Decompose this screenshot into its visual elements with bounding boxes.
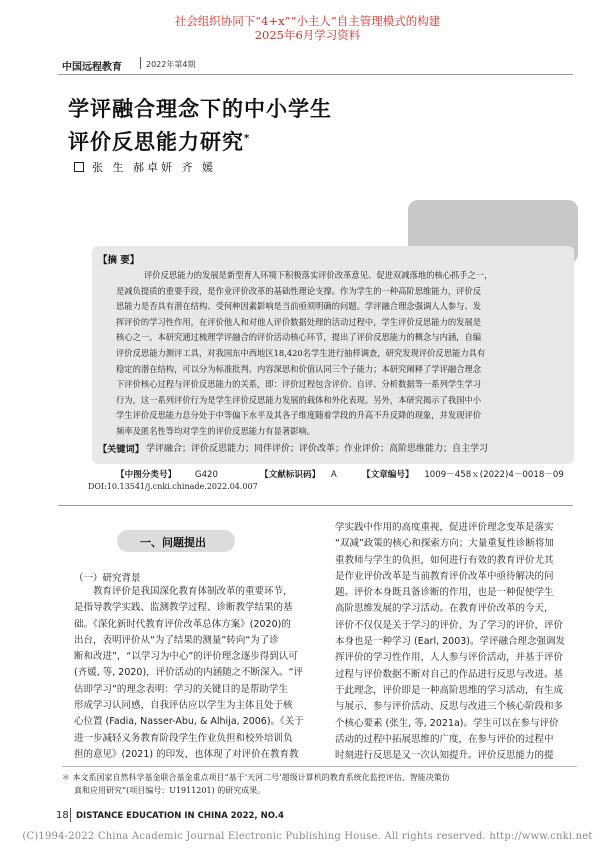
doi: DOI:10.13541/j.cnki.chinade.2022.04.007	[88, 482, 258, 491]
page-number: 18	[56, 810, 69, 821]
body-line: 于此理念，评价即是一种高阶思维的学习活动，有生成	[335, 684, 564, 696]
article-number	[362, 468, 564, 480]
footer-divider	[70, 808, 71, 822]
journal-name: 中国远程教育	[62, 62, 122, 73]
abstract-line: 学生评价反思能力总分处于中等偏下水平及其各子维度随着学段的升高不升反降的现象，并发现评价	[116, 410, 482, 421]
keywords-label: 【关键词】	[98, 444, 144, 455]
body-line: “双减”政策的核心和探索方向；大量重复性诊断将加	[335, 538, 554, 550]
body-right-column	[335, 520, 575, 764]
abstract-line: 核心之一。本研究通过梳理学评融合的评价活动核心环节，提出了评价反思能力的概念与内涵，自编	[116, 332, 482, 343]
header-rule	[58, 74, 573, 75]
abstract-line: 下评价核心过程与评价反思能力的关系，即：评价过程包含评价、自评、分析数据等一系列学生学习	[116, 379, 482, 390]
header-divider	[140, 57, 141, 69]
authors: 张 生 郝卓妍 齐 媛	[92, 161, 216, 174]
abstract-line: 行为，这一系列评价行为是学生评价反思能力发展的载体和外化表现。另外，本研究揭示了我国中小	[116, 394, 482, 405]
body-line: 是作业评价改革是当前教育评价改革中亟待解决的问	[335, 570, 554, 582]
footnote-rule	[62, 766, 577, 767]
abstract-label: 【摘 要】	[98, 255, 140, 266]
body-line: 础。《深化新时代教育评价改革总体方案》(2020)的	[74, 618, 291, 630]
footnote-line-1: ＊ 本文系国家自然科学基金联合基金重点项目“基于‘天河二号’超级计算机的教育系统化监控评估、智能决策仿	[62, 773, 450, 782]
keywords-text: 学评融合；评价反思能力；同伴评价；评价改革；作业评价；高阶思维能力；自主学习	[146, 444, 489, 454]
abstract-line: 思能力是否具有潜在结构、受何种因素影响是当前亟须明确的问题。学评融合理念强调人人参与、发	[116, 301, 482, 312]
body-line: 时刻进行反思是又一次认知提升。评价反思能力的提	[335, 750, 554, 762]
body-line: 估即学习”的理念表明：学习的关键目的是帮助学生	[74, 683, 288, 695]
cls-label: 【中图分类号】	[116, 470, 177, 480]
footnote-line-2: 真和应用研究”(项目编号：U1911201) 的研究成果。	[74, 786, 266, 795]
body-line: 断和改进”，“以学习为中心”的评价理念逐步得到认可	[74, 651, 298, 663]
body-line: 进一步减轻义务教育阶段学生作业负担和校外培训负	[74, 732, 293, 744]
article-title-line-1: 学评融合理念下的中小学生	[68, 97, 332, 121]
body-line: 本身也是一种学习 (Earl, 2003)。学评融合理念强调发	[335, 636, 566, 648]
body-line: 学实践中作用的高度重视，促进评价理念变革是落实	[335, 522, 554, 533]
art-label: 【文章编号】	[362, 470, 414, 480]
section-heading: 一、问题提出	[140, 536, 206, 549]
classification-number	[116, 468, 218, 480]
body-left-column	[74, 584, 320, 763]
body-line: (齐媛, 等, 2020)，评价活动的内涵随之不断深入。“评	[74, 667, 304, 679]
body-line: 活动的过程中拓展思维的广度，在参与评价的过程中	[335, 733, 554, 745]
doc-value: A	[330, 470, 337, 480]
doc-label: 【文献标识码】	[260, 470, 321, 480]
body-line: 个核心要素 (张生, 等, 2021a)。学生可以在参与评价	[335, 717, 559, 729]
body-line: 与展示、参与评价活动、反思与改进三个核心阶段和多	[335, 701, 564, 713]
footer-journal: DISTANCE EDUCATION IN CHINA 2022, NO.4	[76, 811, 284, 821]
body-line: 形成学习认同感，自我评估应以学生为主体且处于核	[74, 700, 293, 712]
abstract-line: 挥评价的学习性作用，在评价他人和对他人评价数据处理的活动过程中，学生评价反思能力的发展是	[116, 316, 482, 327]
body-line: 心位置 (Fadia, Nasser-Abu, & Alhija, 2006)。《关于	[74, 716, 304, 728]
article-title-text: 评价反思能力研究	[68, 130, 244, 154]
title-footnote-mark: *	[244, 133, 251, 144]
body-line: 挥评价的学习性作用，人人参与评价活动，并基于评价	[335, 652, 564, 664]
body-line: 是指导教学实践、监测教学过程、诊断教学结果的基	[74, 602, 293, 614]
author-box-icon	[74, 162, 84, 172]
abstract-line: 是减负提质的重要手段，是作业评价改革的基础性理论支撑。作为学生的一种高阶思维能力，评价反	[116, 285, 482, 296]
section-rule	[58, 505, 573, 506]
abstract-line: 评价反思能力测评工具，对我国东中西地区18,420名学生进行抽样调查，研究发现评价反思能力具有	[116, 347, 486, 358]
watermark-line-2: 2025年6月学习资料	[254, 28, 361, 42]
body-line: 重教师与学生的负担，如何进行有效的教育评价尤其	[335, 554, 554, 566]
document-code	[260, 468, 337, 480]
body-line: 出台，表明评价从“为了结果的测量”转向“为了诊	[74, 634, 279, 646]
body-line: 题。评价本身既具备诊断的作用，也是一种促使学生	[335, 587, 554, 599]
body-line: 评价不仅仅是关于学习的评价、为了学习的评价，评价	[335, 619, 564, 631]
abstract-line: 评价反思能力的发展是新型育人环境下积极落实评价改革意见、促进双减落地的核心抓手之一，	[144, 270, 493, 280]
abstract-line: 频率及匿名性等均对学生的评价反思能力有显著影响。	[116, 425, 316, 436]
subsection-heading: （一）研究背景	[74, 573, 141, 584]
footnote	[62, 771, 577, 797]
art-value: 1009－458ｘ(2022)4－0018－09	[424, 470, 564, 480]
article-title-line-2	[68, 126, 250, 155]
abstract-body	[116, 268, 568, 440]
cls-value: G420	[194, 470, 218, 480]
copyright: (C)1994-2022 China Academic Journal Electronic Publishing House. All rights reserved. http://www.cnki.net	[22, 831, 593, 842]
body-line: 过程与评价数据不断对自己的作品进行反思与改进。基	[335, 668, 564, 680]
abstract-line: 稳定的潜在结构，可以分为标准批判、内容深思和价值认同三个子能力；本研究阐释了学评融合理念	[116, 363, 482, 374]
body-line: 高阶思维发展的学习活动。在教育评价改革的今天，	[335, 603, 554, 615]
body-line: 担的意见》(2021) 的印发，也体现了对评价在教育教	[74, 748, 299, 760]
issue-label: 2022年第4期	[146, 60, 196, 69]
body-line: 教育评价是我国深化教育体制改革的重要环节，	[74, 586, 293, 597]
watermark-line-1: 社会组织协同下“4+x”“小主人”自主管理模式的构建	[174, 14, 441, 28]
